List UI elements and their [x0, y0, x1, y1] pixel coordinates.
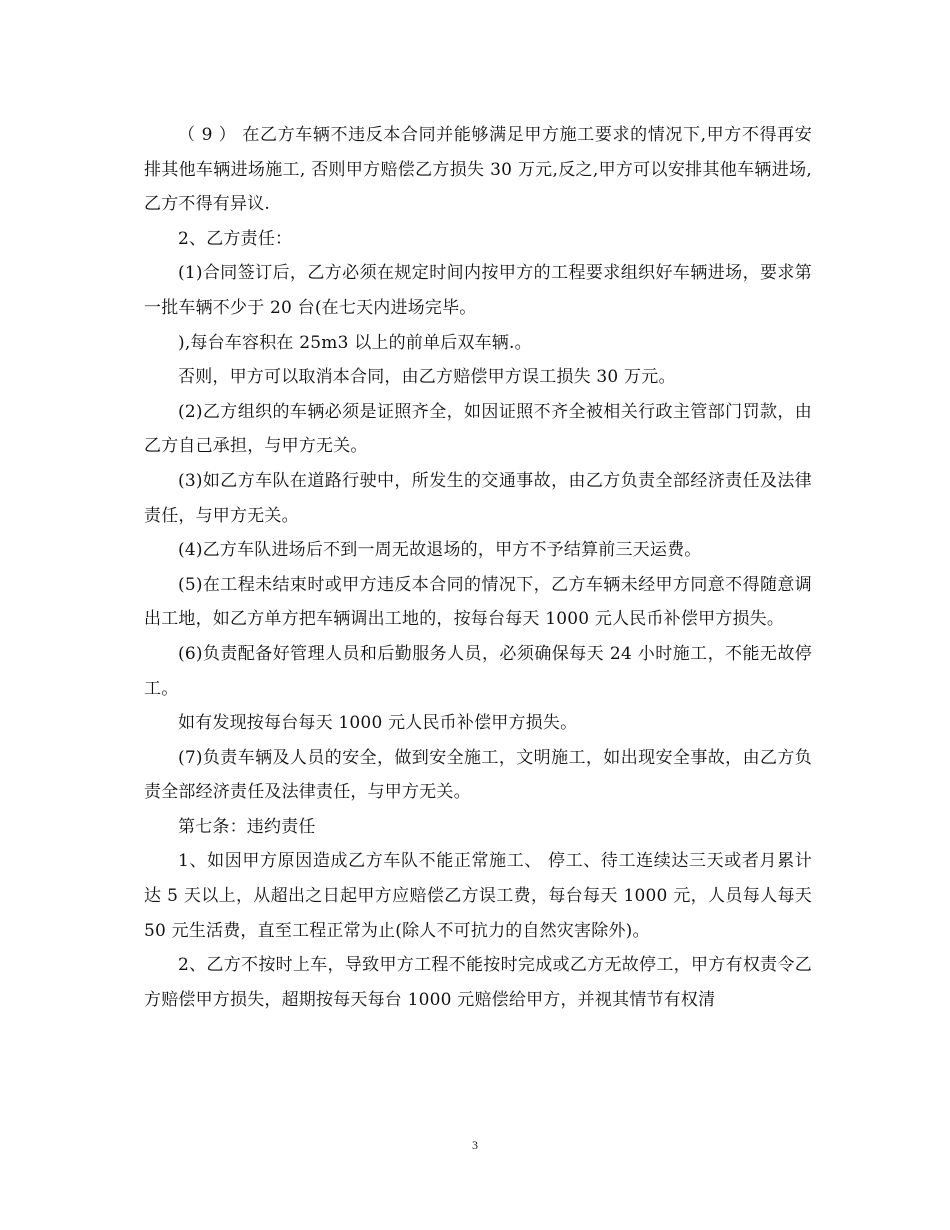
paragraph-item-7: (7)负责车辆及人员的安全，做到安全施工，文明施工，如出现安全事故，由乙方负责全部经济责任及法律责任，与甲方无关。: [144, 747, 812, 803]
page-number: 3: [472, 1138, 478, 1152]
paragraph-breach-1: 1、如因甲方原因造成乙方车队不能正常施工、 停工、待工连续达三天或者月累计达 5 天以上，从超出之日起甲方应赔偿乙方误工费，每台每天 1000 元，人员每人每天 50 元生活费，直至工程正常为止(除人不可抗力的自然灾害除外)。: [144, 851, 818, 941]
paragraph-item-5: (5)在工程未结束时或甲方违反本合同的情况下，乙方车辆未经甲方同意不得随意调出工地，如乙方单方把车辆调出工地的，按每台每天 1000 元人民币补偿甲方损失。: [144, 574, 812, 630]
paragraph-item-1-continued: ),每台车容积在 25m3 以上的前单后双车辆.。: [178, 332, 532, 353]
paragraph-item-6-penalty: 如有发现按每台每天 1000 元人民币补偿甲方损失。: [178, 713, 578, 734]
paragraph-item-2: (2)乙方组织的车辆必须是证照齐全，如因证照不齐全被相关行政主管部门罚款，由乙方自己承担，与甲方无关。: [144, 401, 812, 457]
paragraph-party-b-responsibility-heading: 2、乙方责任：: [178, 228, 293, 249]
document-body: [144, 118, 818, 1017]
paragraph-item-3: (3)如乙方车队在道路行驶中，所发生的交通事故，由乙方负责全部经济责任及法律责任，与甲方无关。: [144, 470, 812, 526]
paragraph-article-7-heading: 第七条：违约责任: [178, 816, 316, 837]
paragraph-item-4: (4)乙方车队进场后不到一周无故退场的，甲方不予结算前三天运费。: [178, 540, 702, 561]
paragraph-item-6: (6)负责配备好管理人员和后勤服务人员，必须确保每天 24 小时施工，不能无故停工。: [144, 643, 812, 699]
paragraph-breach-2: 2、乙方不按时上车，导致甲方工程不能按时完成或乙方无故停工，甲方有权责令乙方赔偿甲方损失，超期按每天每台 1000 元赔偿给甲方，并视其情节有权清: [144, 955, 812, 1010]
paragraph-clause-9: （ 9 ） 在乙方车辆不违反本合同并能够满足甲方施工要求的情况下,甲方不得再安排其他车辆进场施工, 否则甲方赔偿乙方损失 30 万元,反之,甲方可以安排其他车辆进场,乙方不得有异议.: [144, 125, 812, 215]
paragraph-item-1: (1)合同签订后，乙方必须在规定时间内按甲方的工程要求组织好车辆进场，要求第一批车辆不少于 20 台(在七天内进场完毕。: [144, 263, 812, 318]
paragraph-item-1-penalty: 否则，甲方可以取消本合同，由乙方赔偿甲方误工损失 30 万元。: [178, 367, 676, 388]
